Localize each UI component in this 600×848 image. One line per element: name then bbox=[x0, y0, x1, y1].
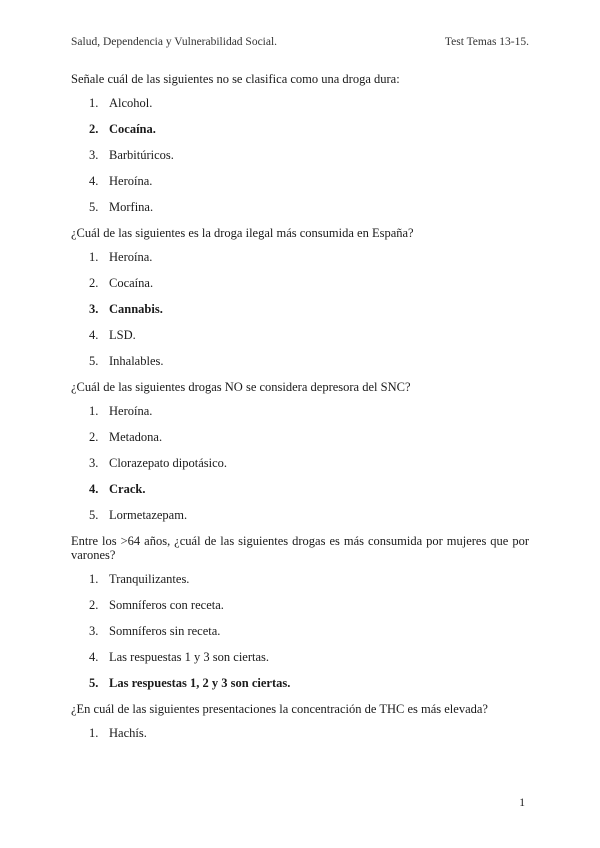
option-item-correct bbox=[71, 122, 529, 148]
option-text: Somníferos con receta. bbox=[109, 598, 224, 612]
page-number: 1 bbox=[519, 797, 525, 809]
option-text: Alcohol. bbox=[109, 96, 153, 110]
option-item bbox=[71, 200, 529, 226]
question-5-options bbox=[71, 726, 529, 752]
option-item bbox=[71, 250, 529, 276]
option-number: 1. bbox=[89, 572, 99, 586]
question-4: Entre los >64 años, ¿cuál de las siguientes drogas es más consumida por mujeres que por varones? bbox=[71, 534, 529, 562]
option-text: Morfina. bbox=[109, 200, 154, 214]
option-text: Las respuestas 1 y 3 son ciertas. bbox=[109, 650, 270, 664]
question-4-options bbox=[71, 572, 529, 702]
option-item bbox=[71, 572, 529, 598]
option-item bbox=[71, 726, 529, 752]
option-number: 3. bbox=[89, 456, 99, 470]
option-number: 1. bbox=[89, 404, 99, 418]
option-item bbox=[71, 508, 529, 534]
option-number: 4. bbox=[89, 328, 99, 342]
option-item bbox=[71, 430, 529, 456]
option-text: Somníferos sin receta. bbox=[109, 624, 221, 638]
option-text: Clorazepato dipotásico. bbox=[109, 456, 228, 470]
option-text: Heroína. bbox=[109, 404, 153, 418]
option-text: Hachís. bbox=[109, 726, 147, 740]
option-item bbox=[71, 276, 529, 302]
option-number: 4. bbox=[89, 174, 99, 188]
option-text: Barbitúricos. bbox=[109, 148, 174, 162]
option-number: 4. bbox=[89, 482, 99, 496]
option-text: Cannabis. bbox=[109, 302, 163, 316]
option-text: Inhalables. bbox=[109, 354, 164, 368]
option-text: Cocaína. bbox=[109, 276, 154, 290]
option-number: 3. bbox=[89, 624, 99, 638]
option-number: 5. bbox=[89, 676, 99, 690]
question-3-options bbox=[71, 404, 529, 534]
test-content bbox=[71, 72, 529, 752]
option-text: Crack. bbox=[109, 482, 146, 496]
option-item-correct bbox=[71, 676, 529, 702]
option-item bbox=[71, 650, 529, 676]
option-number: 5. bbox=[89, 200, 99, 214]
option-item bbox=[71, 598, 529, 624]
option-number: 2. bbox=[89, 430, 99, 444]
option-item-correct bbox=[71, 482, 529, 508]
option-number: 3. bbox=[89, 148, 99, 162]
question-2: ¿Cuál de las siguientes es la droga ilegal más consumida en España? bbox=[71, 226, 414, 240]
option-number: 2. bbox=[89, 276, 99, 290]
option-item-correct bbox=[71, 302, 529, 328]
option-text: Lormetazepam. bbox=[109, 508, 188, 522]
option-text: LSD. bbox=[109, 328, 136, 342]
option-number: 4. bbox=[89, 650, 99, 664]
option-item bbox=[71, 174, 529, 200]
option-item bbox=[71, 96, 529, 122]
option-text: Las respuestas 1, 2 y 3 son ciertas. bbox=[109, 676, 291, 690]
option-text: Cocaína. bbox=[109, 122, 156, 136]
option-text: Metadona. bbox=[109, 430, 163, 444]
header-test-title: Test Temas 13-15. bbox=[444, 36, 529, 48]
question-2-options bbox=[71, 250, 529, 380]
option-number: 2. bbox=[89, 122, 99, 136]
option-item bbox=[71, 354, 529, 380]
option-number: 2. bbox=[89, 598, 99, 612]
option-item bbox=[71, 148, 529, 174]
option-number: 5. bbox=[89, 354, 99, 368]
option-item bbox=[71, 404, 529, 430]
question-5: ¿En cuál de las siguientes presentaciones la concentración de THC es más elevada? bbox=[71, 702, 488, 716]
option-text: Heroína. bbox=[109, 174, 153, 188]
option-item bbox=[71, 328, 529, 354]
option-text: Tranquilizantes. bbox=[109, 572, 190, 586]
option-item bbox=[71, 624, 529, 650]
option-number: 5. bbox=[89, 508, 99, 522]
page-header bbox=[71, 36, 529, 48]
question-1: Señale cuál de las siguientes no se clasifica como una droga dura: bbox=[71, 72, 400, 86]
option-item bbox=[71, 456, 529, 482]
option-number: 1. bbox=[89, 726, 99, 740]
option-number: 1. bbox=[89, 96, 99, 110]
header-course-title: Salud, Dependencia y Vulnerabilidad Social. bbox=[71, 36, 278, 48]
option-number: 1. bbox=[89, 250, 99, 264]
option-number: 3. bbox=[89, 302, 99, 316]
question-1-options bbox=[71, 96, 529, 226]
option-text: Heroína. bbox=[109, 250, 153, 264]
question-3: ¿Cuál de las siguientes drogas NO se considera depresora del SNC? bbox=[71, 380, 411, 394]
